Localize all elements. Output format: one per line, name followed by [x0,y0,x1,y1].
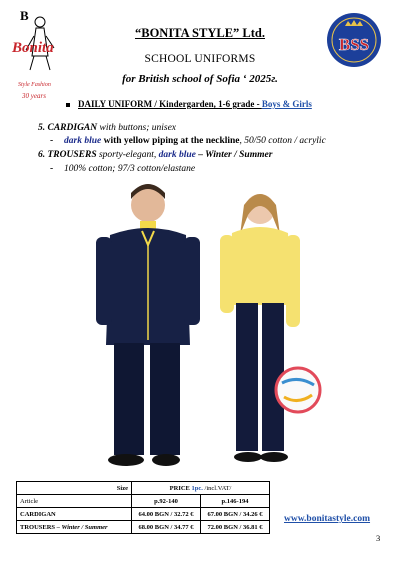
article-name: CARDIGAN [17,508,132,521]
item-cardigan-title: 5. CARDIGAN with buttons; unisex [38,123,177,133]
boy-figure [96,184,200,466]
price-cell: 64.00 BGN / 32.72 € [132,508,201,521]
school-name: for British school of Sofia ‘ 2025г. [122,73,278,85]
page-subtitle: SCHOOL UNIFORMS [144,53,256,65]
price-cell: 67.00 BGN / 34.26 € [201,508,270,521]
article-label: Article [17,495,132,508]
company-title: “BONITA STYLE” Ltd. [134,26,266,40]
article-name: TROUSERS – Winter / Summer [17,521,132,534]
bonita-logo-years: 30 years [22,92,46,100]
bss-logo-text: BSS [338,35,370,54]
size-label: Size [17,482,132,495]
website-link[interactable]: www.bonitastyle.com [284,514,371,524]
girl-figure [220,194,320,462]
price-cell: 68.00 BGN / 34.77 € [132,521,201,534]
bonita-logo-text: Bonita [12,40,54,56]
table-header-row [17,482,270,495]
section-heading: DAILY UNIFORM / Kindergarden, 1-6 grade - Boys & Girls [66,99,312,109]
item-trousers-title: 6. TROUSERS sporty-elegant, dark blue – Winter / Summer [38,150,273,160]
svg-text:Style Fashion: Style Fashion [18,82,51,88]
page-number: 3 [376,533,381,543]
item-trousers-detail: - 100% cotton; 97/3 cotton/elastane [50,164,196,174]
table-subheader-row [17,495,270,508]
bullet-icon [66,103,70,107]
price-label: PRICE 1pc. /incl.VAT/ [132,482,270,495]
table-row [17,508,270,521]
size-range-2: p.146-194 [201,495,270,508]
table-row [17,521,270,534]
item-cardigan-detail: - dark blue with yellow piping at the neckline, 50/50 cotton / acrylic [50,136,326,146]
svg-text:B: B [20,8,29,23]
price-table [16,481,270,534]
price-cell: 72.00 BGN / 36.81 € [201,521,270,534]
uniform-photo [60,175,350,475]
size-range-1: p.92-140 [132,495,201,508]
